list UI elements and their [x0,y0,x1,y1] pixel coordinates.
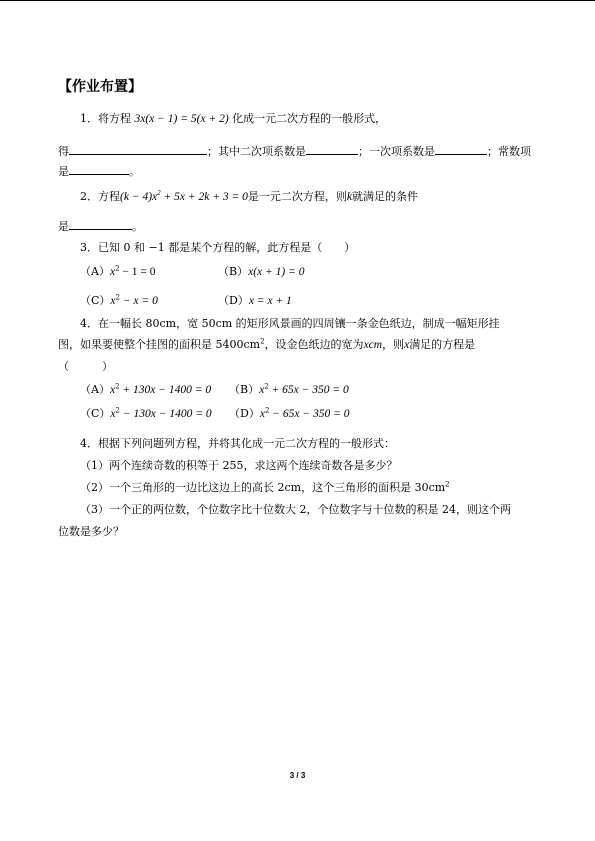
q3-c-x: x [110,295,116,307]
q4a-c-label: （C） [80,407,111,420]
q3-option-a[interactable] [80,264,156,280]
q4a-answer-paren: （ ） [58,360,113,373]
q1-line2 [58,143,531,160]
q2-suffix: 就满足的条件 [352,190,418,203]
q2-line2 [58,218,143,235]
q1-text-constant: ；常数项 [487,145,531,158]
q1-text-de: 得 [58,145,69,158]
q4b-part-2-exp: 2 [445,480,450,489]
q2-line1 [80,189,418,205]
q1-line3 [58,163,140,180]
q2-eq-part-b: + 5x + 2k + 3 = 0 [160,191,248,203]
q4b-part-3-line1: （3）一个正的两位数，个位数字比十位数大 2，个位数字与十位数的积是 24，则这个两 [80,503,511,516]
top-rule [0,0,595,1]
q4a-a-exp: 2 [115,382,120,391]
q4b-part-3-line2: 位数是多少？ [58,525,124,538]
q4a-line1: 4．在一幅长 80cm，宽 50cm 的矩形风景画的四周镶一条金色纸边，制成一幅矩形挂 [80,317,500,330]
q4a-b-x: x [259,384,265,396]
q3-d-label: （D） [218,294,249,307]
q3-a-exp: 2 [115,264,120,273]
q4a-b-label: （B） [229,383,260,396]
q1-prefix: 1．将方程 [80,112,131,125]
q4a-c-rest: − 130x − 1400 = 0 [120,408,212,420]
q1-blank-general-form[interactable] [69,143,207,155]
q3-option-b[interactable] [218,264,304,280]
q4a-x: x [404,339,410,351]
q4a-text-c: ，则 [382,338,405,351]
section-heading: 【作业布置】 [58,79,142,95]
q2-eq-part-a: (k − 4)x [120,191,158,203]
q3-stem: 3．已知 0 和 −1 都是某个方程的解，此方程是（ ） [80,241,356,254]
page-number: 3 / 3 [289,771,306,780]
q4a-option-d[interactable] [229,406,350,422]
q1-text-period: 。 [129,165,140,178]
q1-blank-quadratic-coef[interactable] [306,143,358,155]
q4a-a-x: x [109,384,116,396]
q3-option-d[interactable] [218,293,292,309]
q3-a-x: x [109,266,116,278]
q4a-option-a[interactable] [80,382,211,398]
q2-text-shi: 是 [58,220,69,233]
q4a-line2 [58,337,475,353]
q4a-xcm: xcm [363,339,383,351]
q4a-text-a: 图，如果要使整个挂图的面积是 5400cm [58,338,261,351]
q4b-part-2 [80,480,450,496]
q3-c-rest: − x = 0 [120,295,158,307]
q3-b-eq: x(x + 1) = 0 [248,266,305,278]
q4b-stem: 4．根据下列问题列方程，并将其化成一元二次方程的一般形式： [80,437,395,450]
q1-suffix: 化成一元二次方程的一般形式， [232,112,387,125]
q4a-d-x: x [259,408,265,420]
q3-option-c[interactable] [80,293,158,309]
q4a-option-c[interactable] [80,406,212,422]
q4a-a-rest: + 130x − 1400 = 0 [119,384,212,396]
q4a-option-b[interactable] [229,382,349,398]
q1-text-shi: 是 [58,165,69,178]
q4a-c-exp: 2 [115,406,120,415]
q3-c-label: （C） [80,294,111,307]
q4b-part-2-text: （2）一个三角形的一边比这边上的高长 2cm，这个三角形的面积是 30cm [80,481,446,494]
q2-mid: 是一元二次方程，则 [247,190,347,203]
q4a-d-rest: − 65x − 350 = 0 [269,408,350,420]
q1-blank-linear-coef[interactable] [435,143,487,155]
q3-c-exp: 2 [115,293,120,302]
q4a-text-b: ，设金色纸边的宽为 [264,338,364,351]
q2-k: k [346,191,352,203]
q4a-b-rest: + 65x − 350 = 0 [268,384,349,396]
q4a-c-x: x [110,408,116,420]
q4a-area-exp: 2 [260,337,265,346]
q4a-a-label: （A） [80,383,110,396]
q2-exponent: 2 [157,189,161,198]
q1-line1 [80,111,386,127]
q2-text-period: 。 [132,220,143,233]
q3-b-label: （B） [218,265,249,278]
q1-blank-constant[interactable] [69,163,129,175]
q1-text-linear-coef: ；一次项系数是 [358,145,435,158]
q3-a-rest: − 1 = 0 [119,266,156,278]
q2-equation [120,191,248,203]
q2-prefix: 2．方程 [80,190,120,203]
q1-text-quadratic-coef: ；其中二次项系数是 [207,145,306,158]
q2-blank-condition[interactable] [69,218,132,230]
q4a-d-label: （D） [229,407,260,420]
q3-a-label: （A） [80,265,110,278]
q4a-d-exp: 2 [264,406,270,415]
q1-equation: 3x(x − 1) = 5(x + 2) [134,113,229,125]
q4a-text-d: 满足的方程是 [409,338,476,351]
q4b-part-1: （1）两个连续奇数的积等于 255，求这两个连续奇数各是多少？ [80,459,398,472]
q3-d-eq: x = x + 1 [248,295,292,307]
q4a-b-exp: 2 [264,382,269,391]
